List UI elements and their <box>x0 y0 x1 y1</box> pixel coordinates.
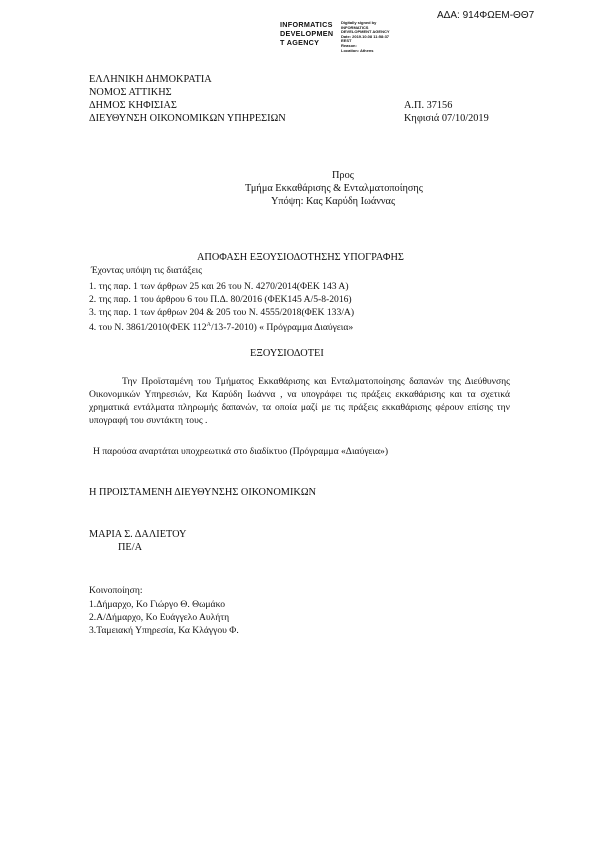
signatory-title: Η ΠΡΟΙΣΤΑΜΕΝΗ ΔΙΕΥΘΥΝΣΗΣ ΟΙΚΟΝΟΜΙΚΩΝ <box>89 487 316 498</box>
provision-item: 2. της παρ. 1 του άρθρου 6 του Π.Δ. 80/2016 (ΦΕΚ145 Α/5-8-2016) <box>89 294 352 305</box>
provision-item: 1. της παρ. 1 των άρθρων 25 και 26 του Ν. 4270/2014(ΦΕΚ 143 Α) <box>89 281 349 292</box>
sender-country: ΕΛΛΗΝΙΚΗ ΔΗΜΟΚΡΑΤΙΑ <box>89 74 212 85</box>
publication-note: Η παρούσα αναρτάται υποχρεωτικά στο διαδίκτυο (Πρόγραμμα «Διαύγεια») <box>93 446 389 457</box>
document-date: Κηφισιά 07/10/2019 <box>404 113 489 124</box>
cc-item: 3.Ταμειακή Υπηρεσία, Κα Κλάγγου Φ. <box>89 625 239 636</box>
logo-line-2: DEVELOPMEN <box>280 29 334 38</box>
cc-list <box>89 598 239 637</box>
provision-item: 3. της παρ. 1 των άρθρων 204 & 205 του Ν. 4555/2018(ΦΕΚ 133/Α) <box>89 307 355 318</box>
cc-item: 1.Δήμαρχο, Κο Γιώργο Θ. Θωμάκο <box>89 599 225 610</box>
sender-department: ΔΙΕΥΘΥΝΣΗ ΟΙΚΟΝΟΜΙΚΩΝ ΥΠΗΡΕΣΙΩΝ <box>89 113 286 124</box>
considering-line: Έχοντας υπόψη τις διατάξεις <box>91 265 203 276</box>
recipient-to: Προς <box>332 170 354 181</box>
sender-municipality: ΔΗΜΟΣ ΚΗΦΙΣΙΑΣ <box>89 100 177 111</box>
decision-title: ΑΠΟΦΑΣΗ ΕΞΟΥΣΙΟΔΟΤΗΣΗΣ ΥΠΟΓΡΑΦΗΣ <box>197 252 404 263</box>
logo-line-1: INFORMATICS <box>280 20 333 29</box>
cc-item: 2.Α/Δήμαρχο, Κο Ευάγγελο Αυλήτη <box>89 612 230 623</box>
signatory-name: ΜΑΡΙΑ Σ. ΔΑΛΙΕΤΟΥ <box>89 529 187 540</box>
signatory-rank: ΠΕ/Α <box>118 542 143 553</box>
ada-code: ΑΔΑ: 914ΦΩΕΜ-ΘΘ7 <box>437 10 535 21</box>
provisions-list <box>89 280 354 332</box>
sender-prefecture: ΝΟΜΟΣ ΑΤΤΙΚΗΣ <box>89 87 172 98</box>
logo-signature-details: Digitally signed by INFORMATICS DEVELOPMENT AGENCY Date: 2019.10.08 11:58:37 EEST Reason: Location: Athens <box>341 20 390 53</box>
recipient-department: Τμήμα Εκκαθάρισης & Ενταλματοποίησης <box>245 183 423 194</box>
logo-line-3: T AGENCY <box>280 38 320 47</box>
recipient-attention: Υπόψη: Κας Καρύδη Ιωάννας <box>271 196 396 207</box>
cc-label: Κοινοποίηση: <box>89 585 143 596</box>
provision-item: 4. του Ν. 3861/2010(ΦΕΚ $112^A/13-7-2010$) « Πρόγραμμα Διαύγεια» <box>89 322 354 334</box>
protocol-number: Α.Π. 37156 <box>404 100 453 111</box>
authorization-body: Την Προϊσταμένη του Τμήματος Εκκαθάρισης και Ενταλματοποίησης δαπανών της Διεύθυνσης Οικονομικών Υπηρεσιών, Κα Καρύδη Ιωάννα , να υπογράφει τις πράξεις εκκαθάρισης και τα σχετικά χρηματικά εντάλματα πληρωμής δαπανών, τα οποία μαζί με τις πράξεις εκκαθάρισης φέρουν επίσης την υπογραφή του συντάκτη τους . <box>89 376 510 426</box>
digital-signature-logo <box>280 20 400 53</box>
authorizes-heading: ΕΞΟΥΣΙΟΔΟΤΕΙ <box>250 348 324 359</box>
sender-block <box>89 73 286 125</box>
